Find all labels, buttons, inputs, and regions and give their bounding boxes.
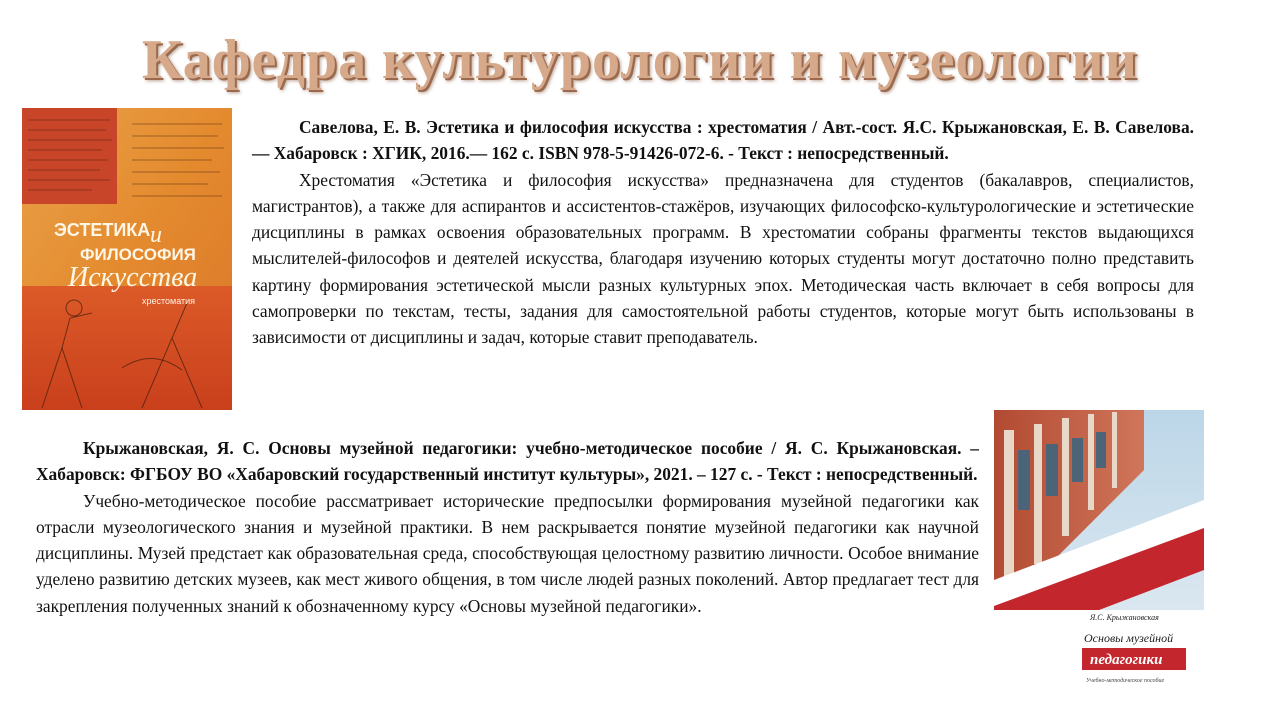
page-title: Кафедра культурологии и музеологии — [141, 29, 1139, 91]
cover-title2: педагогики — [1090, 652, 1163, 668]
book-annotation: Учебно-методическое пособие рассматривает исторические предпосылки формирования музейной педагогики как отрасли музеологического знания и музейной практики. В нем раскрывается понятие музейной педагогики как научной дисциплины. Музей предстает как образовательная среда, способствующая целостному развитию личности. Особое внимание уделено развитию детских музеев, как мест живого общения, в том числе людей разных поколений. Автор предлагает тест для закрепления полученных знаний к обозначенному курсу «Основы музейной педагогики». — [36, 490, 979, 616]
cover-subtitle: Учебно-методическое пособие — [1086, 678, 1165, 684]
cover-author: Я.С. Крыжановская — [1090, 613, 1159, 622]
book-citation: Крыжановская, Я. С. Основы музейной педагогики: учебно-методическое пособие / Я. С. Крыжановская. – Хабаровск: ФГБОУ ВО «Хабаровский государственный институт культуры», 2021. – 127 с. - Текст : непосредственный. — [36, 438, 979, 485]
book-citation: Савелова, Е. В. Эстетика и философия искусства : хрестоматия / Авт.-сост. Я.С. Крыжановская, Е. В. Савелова.— Хабаровск : ХГИК, 2016.— 162 с. ISBN 978-5-91426-072-6. - Текст : непосредственный. — [252, 117, 1194, 164]
cover-subtitle: хрестоматия — [142, 296, 196, 306]
book-cover-aesthetics — [22, 108, 232, 410]
book-cover-museum-pedagogy — [994, 410, 1204, 688]
book-annotation: Хрестоматия «Эстетика и философия искусства» предназначена для студентов (бакалавров, специалистов, магистрантов), а также для аспирантов и ассистентов-стажёров, изучающих философско-культурологические и эстетические дисциплины в рамках освоения образовательных программ. В хрестоматии собраны фрагменты текстов выдающихся мыслителей-философов и деятелей искусства, благодаря изучению которых студенты могут достаточно полно представить картину формирования эстетической мысли разных культурных эпох. Методическая часть включает в себя вопросы для самопроверки по текстам, тесты, задания для самостоятельной работы студентов, которые могут быть использованы в зависимости от дисциплины и задач, которые ставит преподаватель. — [252, 169, 1194, 348]
cover-title-line3: ФИЛОСОФИЯ — [80, 245, 196, 264]
cover-title-line1: ЭСТЕТИКА — [54, 220, 151, 240]
book-entry-aesthetics — [252, 114, 1194, 351]
cover-title-line2: и — [150, 222, 162, 248]
cover-title-line4: Искусства — [68, 262, 198, 293]
cover-museum-art — [994, 410, 1204, 688]
cover-title1: Основы музейной — [1084, 631, 1174, 645]
book-entry-museum-pedagogy — [36, 435, 979, 619]
cover-aesthetics-art — [22, 108, 232, 410]
